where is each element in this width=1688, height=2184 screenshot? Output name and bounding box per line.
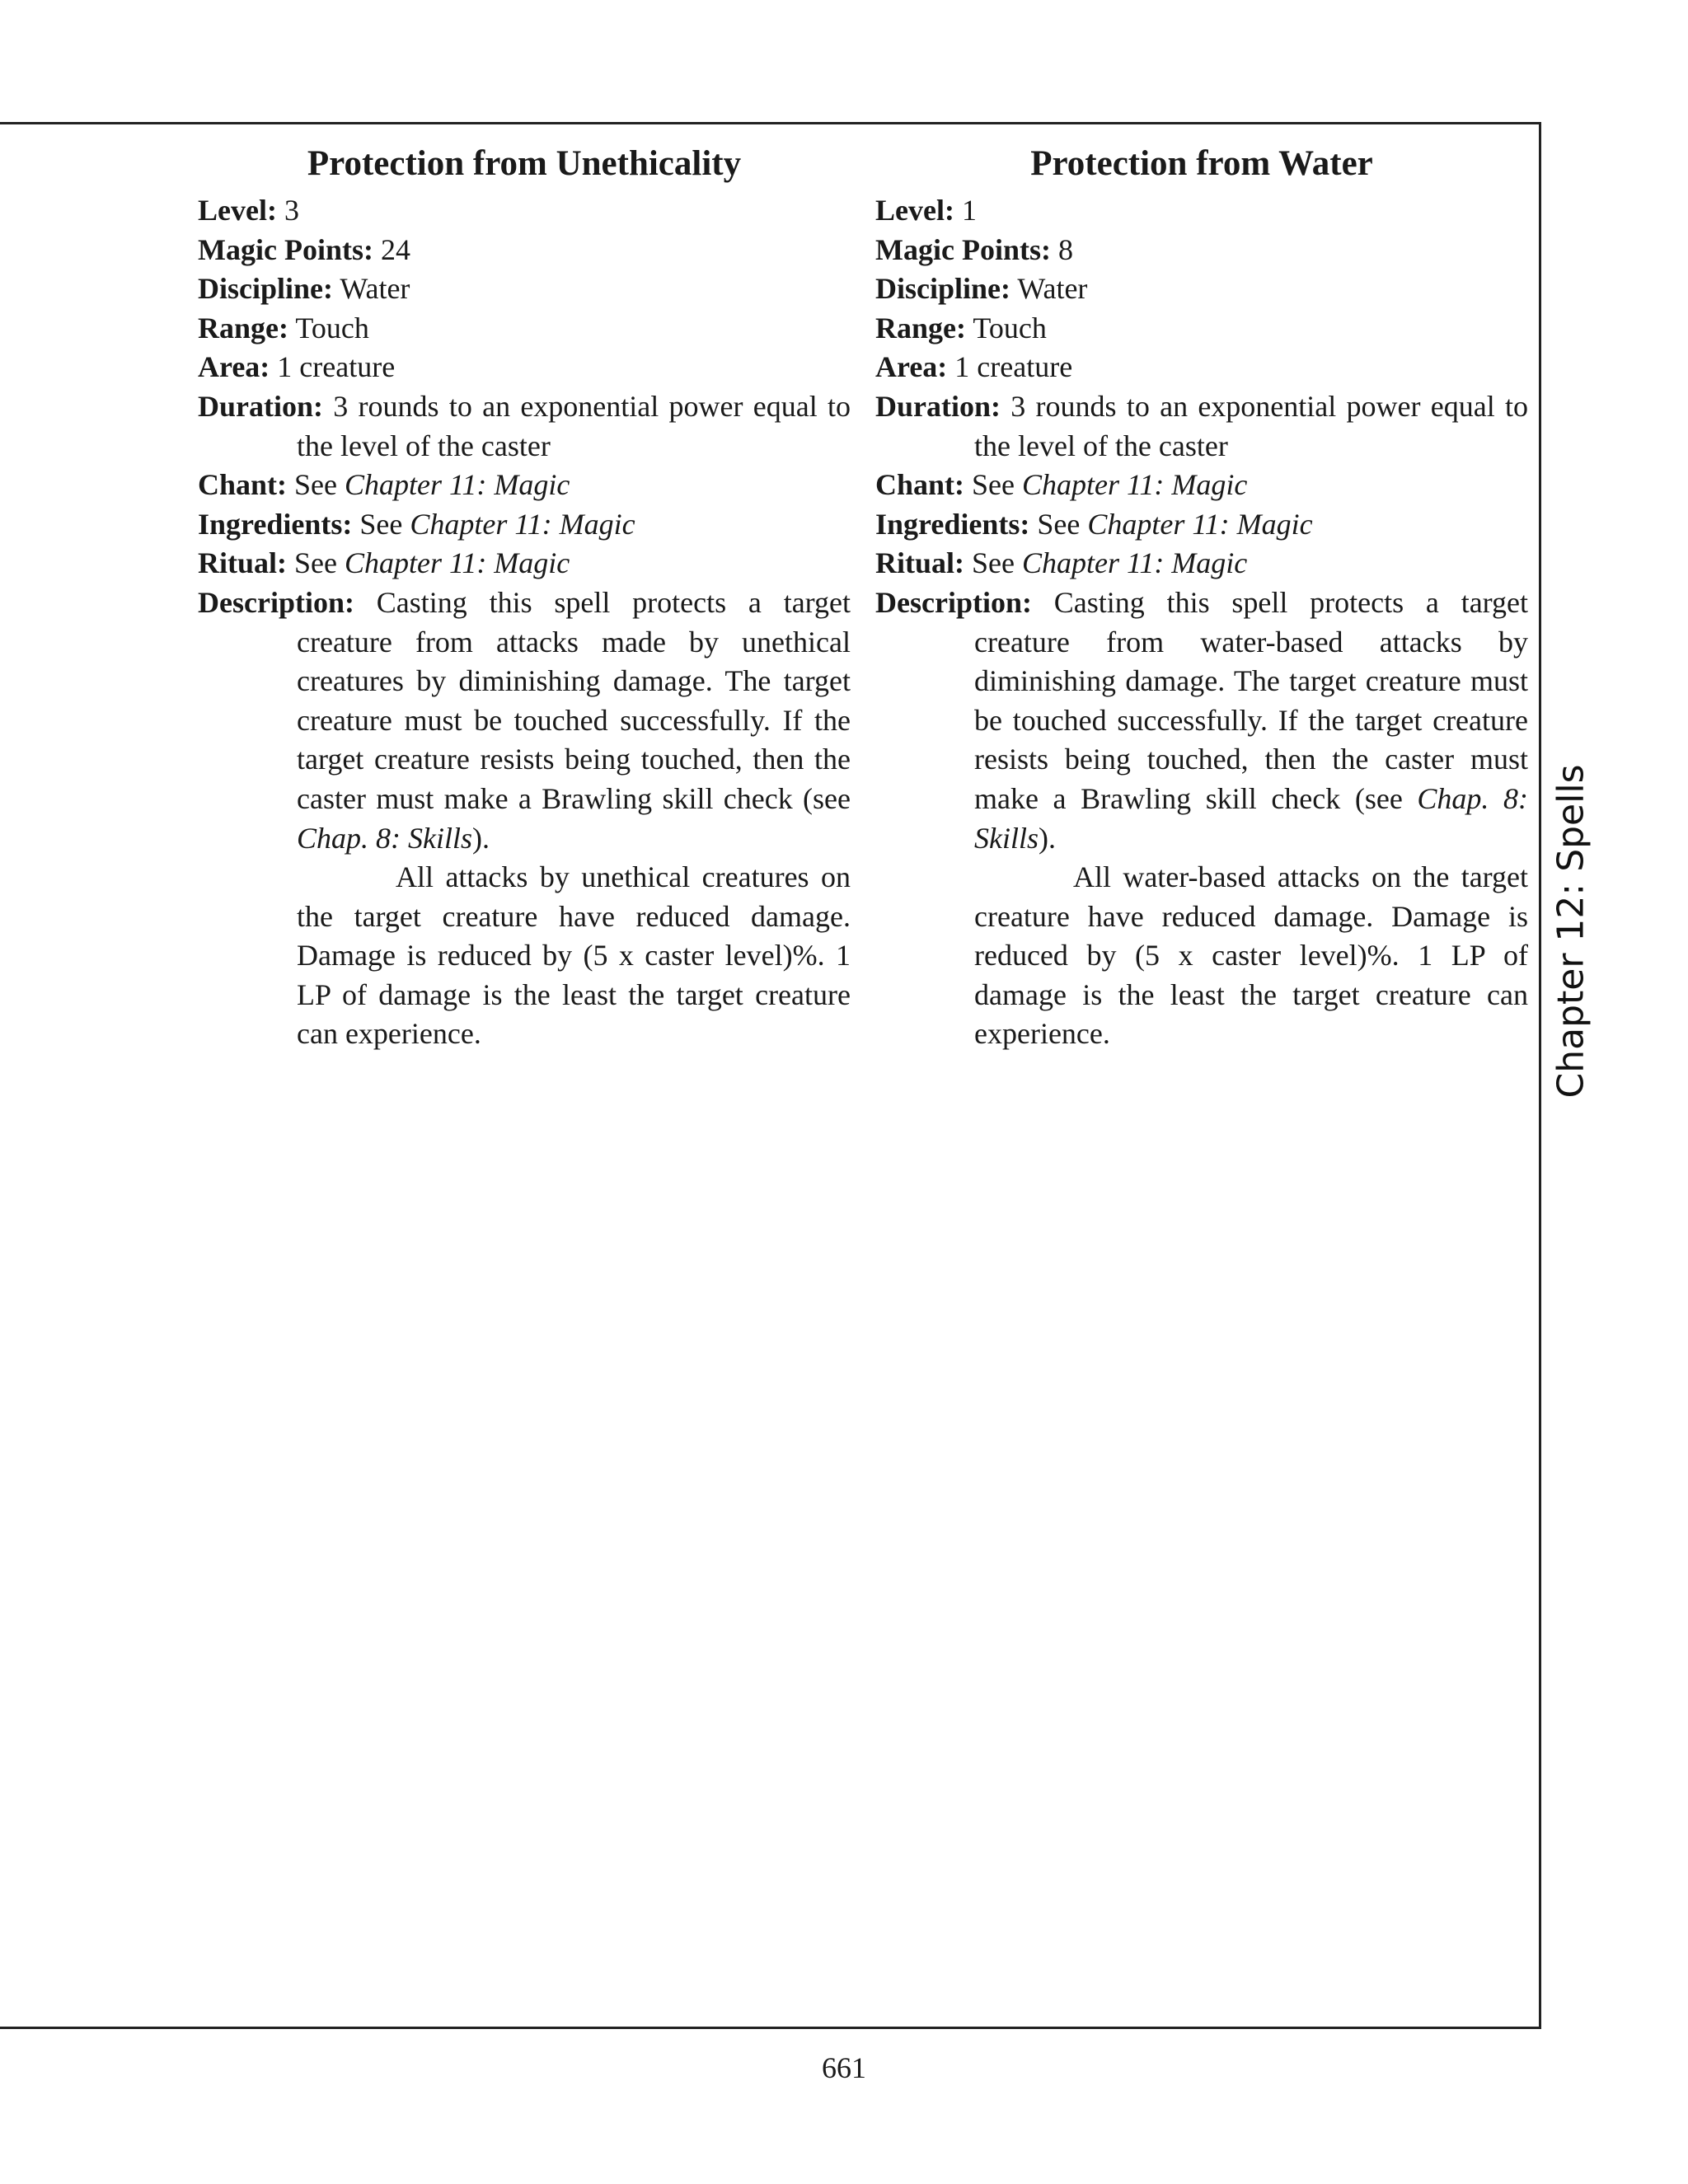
field-label: Ingredients: bbox=[875, 507, 1030, 541]
chapter-reference: Chapter 11: Magic bbox=[1021, 546, 1248, 580]
ritual-field bbox=[198, 544, 851, 583]
field-label: Magic Points: bbox=[198, 232, 373, 266]
chapter-reference: Chapter 11: Magic bbox=[345, 468, 570, 502]
level-field bbox=[198, 191, 851, 231]
field-label: Chant: bbox=[198, 468, 288, 502]
spell-title: Protection from Water bbox=[1030, 144, 1373, 183]
discipline-field bbox=[875, 269, 1528, 309]
chapter-reference: Chap. 8: Skills bbox=[974, 781, 1529, 855]
field-value: Water bbox=[1017, 272, 1088, 306]
field-value: 3 bbox=[284, 194, 299, 227]
field-label: Duration: bbox=[875, 389, 1001, 423]
chapter-reference: Chapter 11: Magic bbox=[1087, 507, 1313, 541]
field-label: Duration: bbox=[198, 389, 323, 423]
field-label: Discipline: bbox=[875, 272, 1011, 306]
field-value: See bbox=[294, 468, 338, 502]
level-field bbox=[875, 191, 1528, 231]
field-label: Range: bbox=[198, 311, 288, 344]
spell-title: Protection from Unethicality bbox=[307, 144, 742, 183]
field-value: 1 bbox=[961, 194, 977, 227]
field-value: See bbox=[359, 507, 403, 541]
chapter-reference: Chapter 11: Magic bbox=[410, 507, 635, 541]
field-value: 24 bbox=[380, 232, 410, 266]
field-label: Ritual: bbox=[875, 546, 964, 580]
field-value: 1 creature bbox=[954, 350, 1073, 384]
magic-points-field bbox=[875, 231, 1528, 270]
ingredients-field bbox=[875, 505, 1528, 545]
field-value: See bbox=[294, 546, 337, 580]
field-value: Water bbox=[340, 272, 410, 306]
field-label: Ritual: bbox=[198, 546, 287, 580]
field-label: Area: bbox=[198, 350, 270, 384]
field-label: Level: bbox=[198, 194, 277, 227]
description-field bbox=[875, 583, 1528, 858]
area-field bbox=[875, 348, 1528, 387]
field-value: Touch bbox=[295, 311, 369, 344]
spell-column-right bbox=[875, 142, 1528, 1054]
field-label: Level: bbox=[875, 194, 954, 227]
field-label: Description: bbox=[198, 585, 354, 619]
description-text: Casting this spell protects a target creature from water-based attacks by diminishing damage. The target creature must be touched successfully. If the target creature resists being touched, then the caster must make a Brawling skill check (see bbox=[974, 585, 1528, 815]
range-field bbox=[198, 309, 851, 349]
chant-field bbox=[875, 466, 1528, 505]
page-number: 661 bbox=[822, 2051, 866, 2084]
field-label: Chant: bbox=[875, 468, 965, 502]
discipline-field bbox=[198, 269, 851, 309]
description-text-end: ). bbox=[472, 821, 490, 855]
magic-points-field bbox=[198, 231, 851, 270]
field-value: 3 rounds to an exponential power equal to the level of the caster bbox=[974, 389, 1528, 462]
chant-field bbox=[198, 466, 851, 505]
field-value: 8 bbox=[1057, 232, 1073, 266]
field-value: See bbox=[1037, 507, 1081, 541]
ritual-field bbox=[875, 544, 1528, 583]
field-label: Area: bbox=[875, 350, 948, 384]
field-value: See bbox=[972, 546, 1015, 580]
description-text-end: ). bbox=[1039, 821, 1056, 855]
description-field bbox=[198, 583, 851, 858]
chapter-reference: Chapter 11: Magic bbox=[344, 546, 570, 580]
chapter-side-label: Chapter 12: Spells bbox=[1550, 764, 1592, 1099]
description-text: Casting this spell protects a target creature from attacks made by unethical creatures by diminishing damage. The target creature must be touched successfully. If the target creature resists being touched, then the caster must make a Brawling skill check (see bbox=[297, 585, 851, 815]
description-paragraph-2: All attacks by unethical creatures on the target creature have reduced damage. Damage is reduced by (5 x caster level)%. 1 LP of damage is the least the target creature can experience. bbox=[297, 860, 851, 1051]
chapter-reference: Chapter 11: Magic bbox=[1022, 468, 1248, 502]
range-field bbox=[875, 309, 1528, 349]
field-label: Magic Points: bbox=[875, 232, 1051, 266]
field-label: Description: bbox=[875, 585, 1032, 619]
description-paragraph-2: All water-based attacks on the target creature have reduced damage. Damage is reduced by (5 x caster level)%. 1 LP of damage is the least the target creature can experience. bbox=[974, 860, 1528, 1051]
spell-column-left bbox=[198, 142, 851, 1054]
duration-field bbox=[875, 387, 1528, 466]
field-label: Discipline: bbox=[198, 272, 334, 306]
ingredients-field bbox=[198, 505, 851, 545]
duration-field bbox=[198, 387, 851, 466]
area-field bbox=[198, 348, 851, 387]
field-value: 3 rounds to an exponential power equal to the level of the caster bbox=[297, 389, 851, 462]
field-value: Touch bbox=[973, 311, 1047, 344]
field-label: Ingredients: bbox=[198, 507, 353, 541]
field-value: See bbox=[972, 468, 1015, 502]
field-label: Range: bbox=[875, 311, 966, 344]
chapter-reference: Chap. 8: Skills bbox=[297, 821, 472, 855]
field-value: 1 creature bbox=[277, 350, 396, 384]
